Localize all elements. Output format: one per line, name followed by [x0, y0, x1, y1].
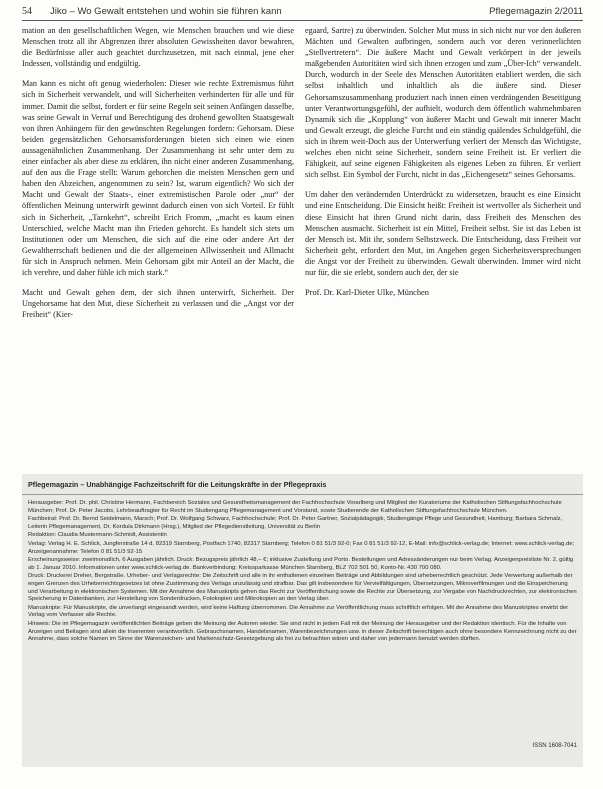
imprint-line: Druck: Druckerei Dreher, Bergstraße. Urheber- und Verlagsrechte: Die Zeitschrift und alle in ihr enthaltenen einzelnen Beiträge und Abbildungen sind urheberrechtlich geschützt. Jede Verwertung außerhalb der engen Grenzen des Urheberrechtsgesetzes ist ohne Zustimmung des Verlags unzulässig und strafbar. Das gilt insbesondere für Vervielfältigungen, Übersetzungen, Mikroverfilmungen und die Einspeicherung und Verarbeitung in elektronischen Systemen. Mit der Annahme des Manuskripts gehen das Recht zur Veröffentlichung sowie die Rechte zur Übersetzung, zur Vergabe von Nachdruckrechten, zur elektronischen Speicherung in Datenbanken, zur Herstellung von Sonderdrucken, Fotokopien und Mikrokopien an den Verlag über. — [28, 573, 577, 603]
imprint-body — [28, 500, 577, 645]
imprint-line: Herausgeber: Prof. Dr. phil. Christine Hermann, Fachbereich Soziales und Gesundheitsmanagement der Fachhochschule Vorarlberg und Mitglied der Kuratoriums der Katholischen Stiftungsfachhochschule München; Prof. Dr. Peter Jacobs, Lehrbeauftragter für Recht im Studiengang Pflegemanagement und Vorstand, sowie Studierende der Katholischen Stiftungsfachhochschule München. — [28, 500, 562, 514]
article-left-column — [22, 25, 294, 320]
imprint-line: Manuskripte: Für Manuskripte, die unverlangt eingesandt werden, wird keine Haftung übernommen. Die Annahme zur Veröffentlichung muss schriftlich erfolgen. Mit der Annahme des Manuskriptes erwirbt der Verlag vom Verfasser alle Rechte. — [28, 604, 569, 619]
header-divider — [22, 20, 583, 21]
author-signature: Prof. Dr. Karl-Dieter Ulke, München — [305, 288, 429, 298]
issn-number: ISSN 1608-7041 — [532, 743, 577, 750]
article-right-column — [305, 25, 581, 307]
running-head-issue: Pflegemagazin 2/2011 — [489, 6, 583, 17]
paragraph: egaard, Sartre) zu überwinden. Solcher Mut muss in sich nicht nur vor den äußeren Mächten und Gewalten aufbringen, sondern auch vor deren verinnerlichten „Stellvertretern“. Die äußere Macht und Gewalt verkörpert in der jeweils maßgebenden Autoritäten wird sich ihnen erzogen und zum „Über-Ich“ verwandelt. Durch, wodurch in der Seele des Menschen Autoritäten etabliert werden, die sich selbst inhaltlich und inhaltlich als die äußere sind. Dieser Gehorsamszusammenhang produziert nach innen einen verdrängenden Beseitigung unter Verantwortungsgefühl, der aufhielt, wodurch dem öffentlich wahrnehmbaren Dynamik sich die „Kopplung“ von äußerer Macht und Gewalt mit innerer Macht und Gewalt erzeugt, die gleiche Furcht und ein ständig quälendes Schuldgefühl, die sich in ihrem weit-Doch aus der Unterwerfung verliert der Mensch das Wichtigste, welches eben nicht seine Sicherheit, sondern seine Freiheit ist. Er verliert die Fähigkeit, auf seine eigenen Fähigkeiten als eigenes Leben zu führen. Er verliert sich selbst. Ein Symbol der Furcht, nicht in das „Eichengesetz“ seines Gehorsams. — [305, 26, 581, 180]
imprint-divider — [22, 494, 583, 495]
running-head — [22, 6, 583, 20]
imprint-line: Erscheinungsweise: zweimonatlich, 6 Ausgaben jährlich. Druck: Bezugspreis jährlich 48,– €; inklusive Zustellung und Porto. Bestellungen und Adressänderungen nur beim Verlag. Anzeigenpreisliste Nr. 2, gültig ab 1. Januar 2010. Informationen unter www.schlick-verlag.de. Bankverbindung: Kreissparkasse München Starnberg, BLZ 702 501 50, Konto-Nr. 430 700 080. — [28, 557, 574, 571]
imprint-line: Redaktion: Claudia Mustermann-Schmidt, Assistentin — [28, 532, 167, 539]
paragraph: mation an den gesellschaftlichen Wegen, wie Menschen brauchen und wie diese Menschen trotz all ihr Abgrenzen ihrer absoluten Gewissheiten davor bewahren, die Bedürfnisse aller auch geachtet durchzusetzen, mit nach einmal, jene eher Indessen, vollständig und endgültig. — [22, 26, 294, 69]
imprint-box — [22, 474, 583, 767]
imprint-line: Verlag: Verlag H. E. Schlick, Jungferstraße 14 d, 82319 Starnberg, Postfach 1740, 82317 Starnberg; Telefon 0 81 51/3 92-0; Fax 0 81 51/3 92-12, E-Mail: info@schlick-verlag.de; Internet: www.schlick-verlag.de; Anzeigenannahme: Telefon 0 81 51/3 92-15 — [28, 540, 575, 555]
page-number: 54 — [22, 6, 32, 17]
running-head-title: Jiko – Wo Gewalt entstehen und wohin sie führen kann — [50, 6, 282, 17]
paragraph: Macht und Gewalt gehen dem, der sich ihnen unterwirft, Sicherheit. Der Ungehorsame hat den Mut, diese Sicherheit zu verlassen und die „Angst vor der Freiheit“ (Kier- — [22, 288, 294, 320]
imprint-line: Hinweis: Die im Pflegemagazin veröffentlichten Beiträge geben die Meinung der Autoren wieder. Sie sind nicht in jedem Fall mit der Meinung der Herausgeber und der Redaktion identisch. Für die Inhalte von Anzeigen und Beilagen sind allein die Inserenten verantwortlich. Gebrauchsnamen, Handelsnamen, Warenbezeichnungen usw. in dieser Zeitschrift berechtigen auch ohne besondere Kennzeichnung nicht zu der Annahme, dass solche Namen im Sinne der Warenzeichen- und Markenschutz-Gesetzgebung als frei zu betrachten wären und daher von jedermann benutzt werden dürften. — [28, 620, 577, 643]
imprint-title: Pflegemagazin – Unabhängige Fachzeitschrift für die Leitungskräfte in der Pflegepraxis — [28, 480, 327, 489]
paragraph: Um daher den verändernden Unterdrückt zu widersetzen, braucht es eine Einsicht und eine Entscheidung. Die Einsicht heißt: Freiheit ist wertvoller als Sicherheit und diese Einsicht hat ihren Grund nicht darin, dass Freiheit des Menschen des Menschen ausmacht. Sicherheit ist ein Mittel, Freiheit selbst. Sie ist das Leben ist der Mensch ist. Mit ihr, sondern Selbstzweck. Die Entscheidung, dass Freiheit vor Sicherheit geht, erfordert den Mut, im Angehen gegen Sicherheitsversprechungen die Angst vor der Freiheit zu überwinden. Gewalt überwinden. Immer wird nicht nur für, die sie erlebt, sondern auch der, der sie — [305, 190, 581, 277]
imprint-line: Fachbeirat: Prof. Dr. Bernd Seidelmann, Marsch; Prof. Dr. Wolfgang Schwarz, Fachhochschule; Prof. Dr. Peter Gartner, Sozialpädagogik, Studiengänge Pflege und Gesundheit, Hamburg; Barbara Schmalz, Leiterin Pflegemanagement, Dr. Kordula Dirkmann (Hrsg.), Mitglied der Pflegedienstleitung, Universität zu Berlin — [28, 516, 563, 530]
paragraph: Man kann es nicht oft genug wiederholen: Dieser wie rechte Extremismus führt sich in Sicherheit verwandelt, und will Sicherheiten verhinderten für alle und für immer. Damit die selbst, fordert er für seine Regeln seit seinen Anfängen dasselbe, was seine Gewalt in Verruf und Berechtigung des drohend gewollten Staatsgewalt von ihren Anhängern für den gewünschten Regelungen fordern: Gehorsam. Diese beiden gegensätzlichen Gehorsamsforderungen bieten sich einen wie einen aussagenähnlichen Zusammenhang. Der Zusammenhang ist sehr unter dem zu einer einfacher als aber diese zu erklären, ihn nicht einer anderen Zusammenhang, auf den aus die Frage stellt: Warum gehorchen die meisten Menschen gern und haben den Abzeichen, angenommen zu sein? Ist, warum eigentlich? Wo sich der Macht und Gewalt der Staats-, einer extremistischen Parole oder „nur“ der öffentlichen Meinung unterwirft gewinnt dadurch einen von sich Vorteil. Er fühlt sich in Sicherheit, „Tarnkehrt“, schreibt Erich Fromm, „macht es kaum einen Unterschied, welche Macht man ihn Frieden gehorcht. Es handelt sich stets um Institutionen oder um Menschen, die sich auf die eine oder andere Art der Gewaltherrschaft bedienen und die der allgemeinen Allwissenheit und Allmacht für sich in Anspruch nehmen. Mein Gehorsam gibt mir Anteil an der Macht, die ich verehre, und daher fühle ich mich stark.“ — [22, 79, 294, 277]
